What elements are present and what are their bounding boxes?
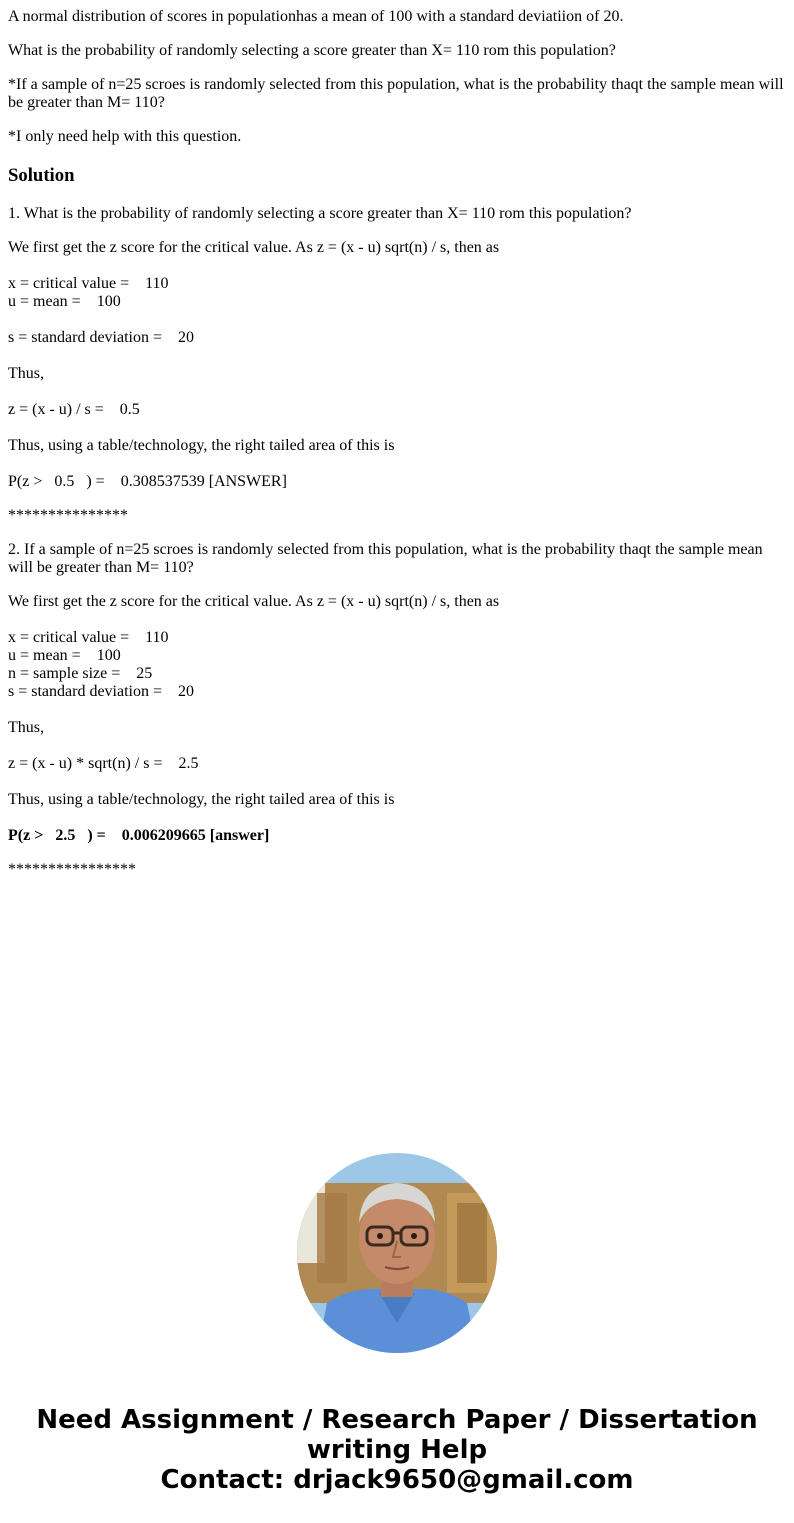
part1-u-line: u = mean = 100 — [8, 293, 121, 310]
part1-title: 1. What is the probability of randomly selecting a score greater than X= 110 rom this population? — [8, 205, 632, 222]
question-line-3: *If a sample of n=25 scroes is randomly selected from this population, what is the probability thaqt the sample mean will be greater than M= 110? — [8, 76, 788, 111]
part1-z-line: z = (x - u) / s = 0.5 — [8, 401, 140, 418]
question-line-4: *I only need help with this question. — [8, 128, 242, 145]
part2-s-line: s = standard deviation = 20 — [8, 683, 195, 700]
question-line-1: A normal distribution of scores in populationhas a mean of 100 with a standard deviatiion of 20. — [8, 8, 624, 25]
part2-z-line: z = (x - u) * sqrt(n) / s = 2.5 — [8, 755, 199, 772]
footer-contact-email: Contact: drjack9650@gmail.com — [160, 1465, 634, 1495]
question-line-2: What is the probability of randomly selecting a score greater than X= 110 rom this population? — [8, 42, 616, 59]
avatar-portrait — [297, 1153, 497, 1353]
part2-area-text: Thus, using a table/technology, the right tailed area of this is — [8, 791, 395, 808]
part1-s-line: s = standard deviation = 20 — [8, 329, 195, 346]
part1-thus: Thus, — [8, 365, 44, 382]
contact-footer — [0, 1405, 794, 1495]
part1-intro: We first get the z score for the critical value. As z = (x - u) sqrt(n) / s, then as — [8, 239, 500, 256]
solution-heading: Solution — [8, 165, 75, 186]
part2-n-line: n = sample size = 25 — [8, 665, 153, 682]
part2-u-line: u = mean = 100 — [8, 647, 121, 664]
footer-line-1: Need Assignment / Research Paper / Dissertation — [36, 1405, 758, 1435]
part2-x-line: x = critical value = 110 — [8, 629, 169, 646]
part1-x-line: x = critical value = 110 — [8, 275, 169, 292]
part1-answer: P(z > 0.5 ) = 0.308537539 [ANSWER] — [8, 473, 287, 490]
part2-intro: We first get the z score for the critical value. As z = (x - u) sqrt(n) / s, then as — [8, 593, 500, 610]
part1-separator: *************** — [8, 507, 128, 524]
part2-separator: **************** — [8, 861, 136, 878]
part1-area-text: Thus, using a table/technology, the right tailed area of this is — [8, 437, 395, 454]
footer-line-2: writing Help — [306, 1435, 488, 1465]
part2-title: 2. If a sample of n=25 scroes is randomly selected from this population, what is the probability thaqt the sample mean will be greater than M= 110? — [8, 541, 767, 576]
part2-thus: Thus, — [8, 719, 44, 736]
tutor-avatar — [297, 1153, 497, 1353]
part2-answer: P(z > 2.5 ) = 0.006209665 [answer] — [8, 827, 270, 844]
